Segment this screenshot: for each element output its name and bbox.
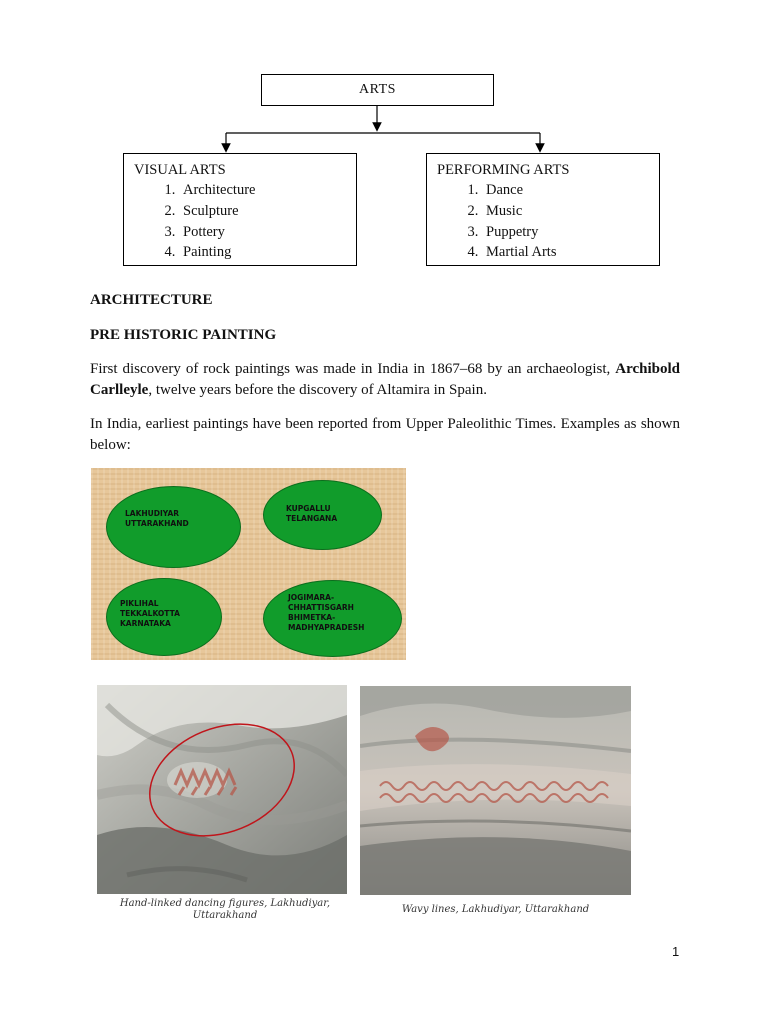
- visual-arts-title: VISUAL ARTS: [134, 162, 226, 178]
- site-name: LAKHUDIYAR: [125, 509, 180, 518]
- site-ellipse-lakhudiyar: [106, 486, 241, 568]
- list-item: 4. Martial Arts: [482, 242, 659, 263]
- photo-caption-left: Hand-linked dancing figures, Lakhudiyar, Uttarakhand: [119, 898, 331, 921]
- visual-arts-node: [123, 153, 357, 266]
- list-item: 1. Architecture: [179, 180, 356, 201]
- list-item: 1. Dance: [482, 180, 659, 201]
- site-state: TELANGANA: [286, 514, 338, 523]
- list-item: 2. Music: [482, 201, 659, 222]
- paragraph-examples: In India, earliest paintings have been reported from Upper Paleolithic Times. Examples as shown below:: [90, 416, 680, 453]
- visual-arts-list: [134, 180, 356, 263]
- heading-prehistoric-painting: PRE HISTORIC PAINTING: [90, 327, 277, 343]
- site-ellipse-piklihal: [106, 578, 222, 656]
- list-item: 2. Sculpture: [179, 201, 356, 222]
- site-state: UTTARAKHAND: [125, 519, 189, 528]
- site-state: KARNATAKA: [120, 619, 171, 628]
- paragraph-text: , twelve years before the discovery of Altamira in Spain.: [148, 382, 487, 398]
- site-state: CHHATTISGARH: [288, 603, 354, 612]
- site-ellipse-jogimara: [263, 580, 402, 657]
- performing-arts-node: [426, 153, 660, 266]
- photo-caption-right: Wavy lines, Lakhudiyar, Uttarakhand: [401, 904, 590, 915]
- list-item: 3. Puppetry: [482, 222, 659, 243]
- rock-painting-sites-panel: [91, 468, 406, 660]
- paragraph-text: First discovery of rock paintings was made in India in 1867–68 by an archaeologist,: [90, 361, 616, 377]
- rock-photo-image: [97, 685, 347, 894]
- photo-wavy-lines: [360, 686, 631, 895]
- archaeologist-name: Archibold Carlleyle: [90, 361, 680, 398]
- performing-arts-list: [437, 180, 659, 263]
- paragraph-discovery: [90, 359, 680, 401]
- rock-photo-image: [360, 686, 631, 895]
- site-name: TEKKALKOTTA: [120, 609, 180, 618]
- site-name: JOGIMARA-: [288, 593, 335, 602]
- site-ellipse-kupgallu: [263, 480, 382, 550]
- page-number: 1: [672, 944, 680, 959]
- site-name: PIKLIHAL: [120, 599, 159, 608]
- site-name: KUPGALLU: [286, 504, 331, 513]
- photo-dancing-figures: [97, 685, 347, 894]
- site-name: BHIMETKA-: [288, 613, 336, 622]
- performing-arts-title: PERFORMING ARTS: [437, 162, 570, 178]
- heading-architecture: ARCHITECTURE: [90, 292, 213, 308]
- diagram-root-node: [261, 74, 494, 106]
- site-state: MADHYAPRADESH: [288, 623, 365, 632]
- root-label: ARTS: [359, 82, 396, 97]
- list-item: 4. Painting: [179, 242, 356, 263]
- list-item: 3. Pottery: [179, 222, 356, 243]
